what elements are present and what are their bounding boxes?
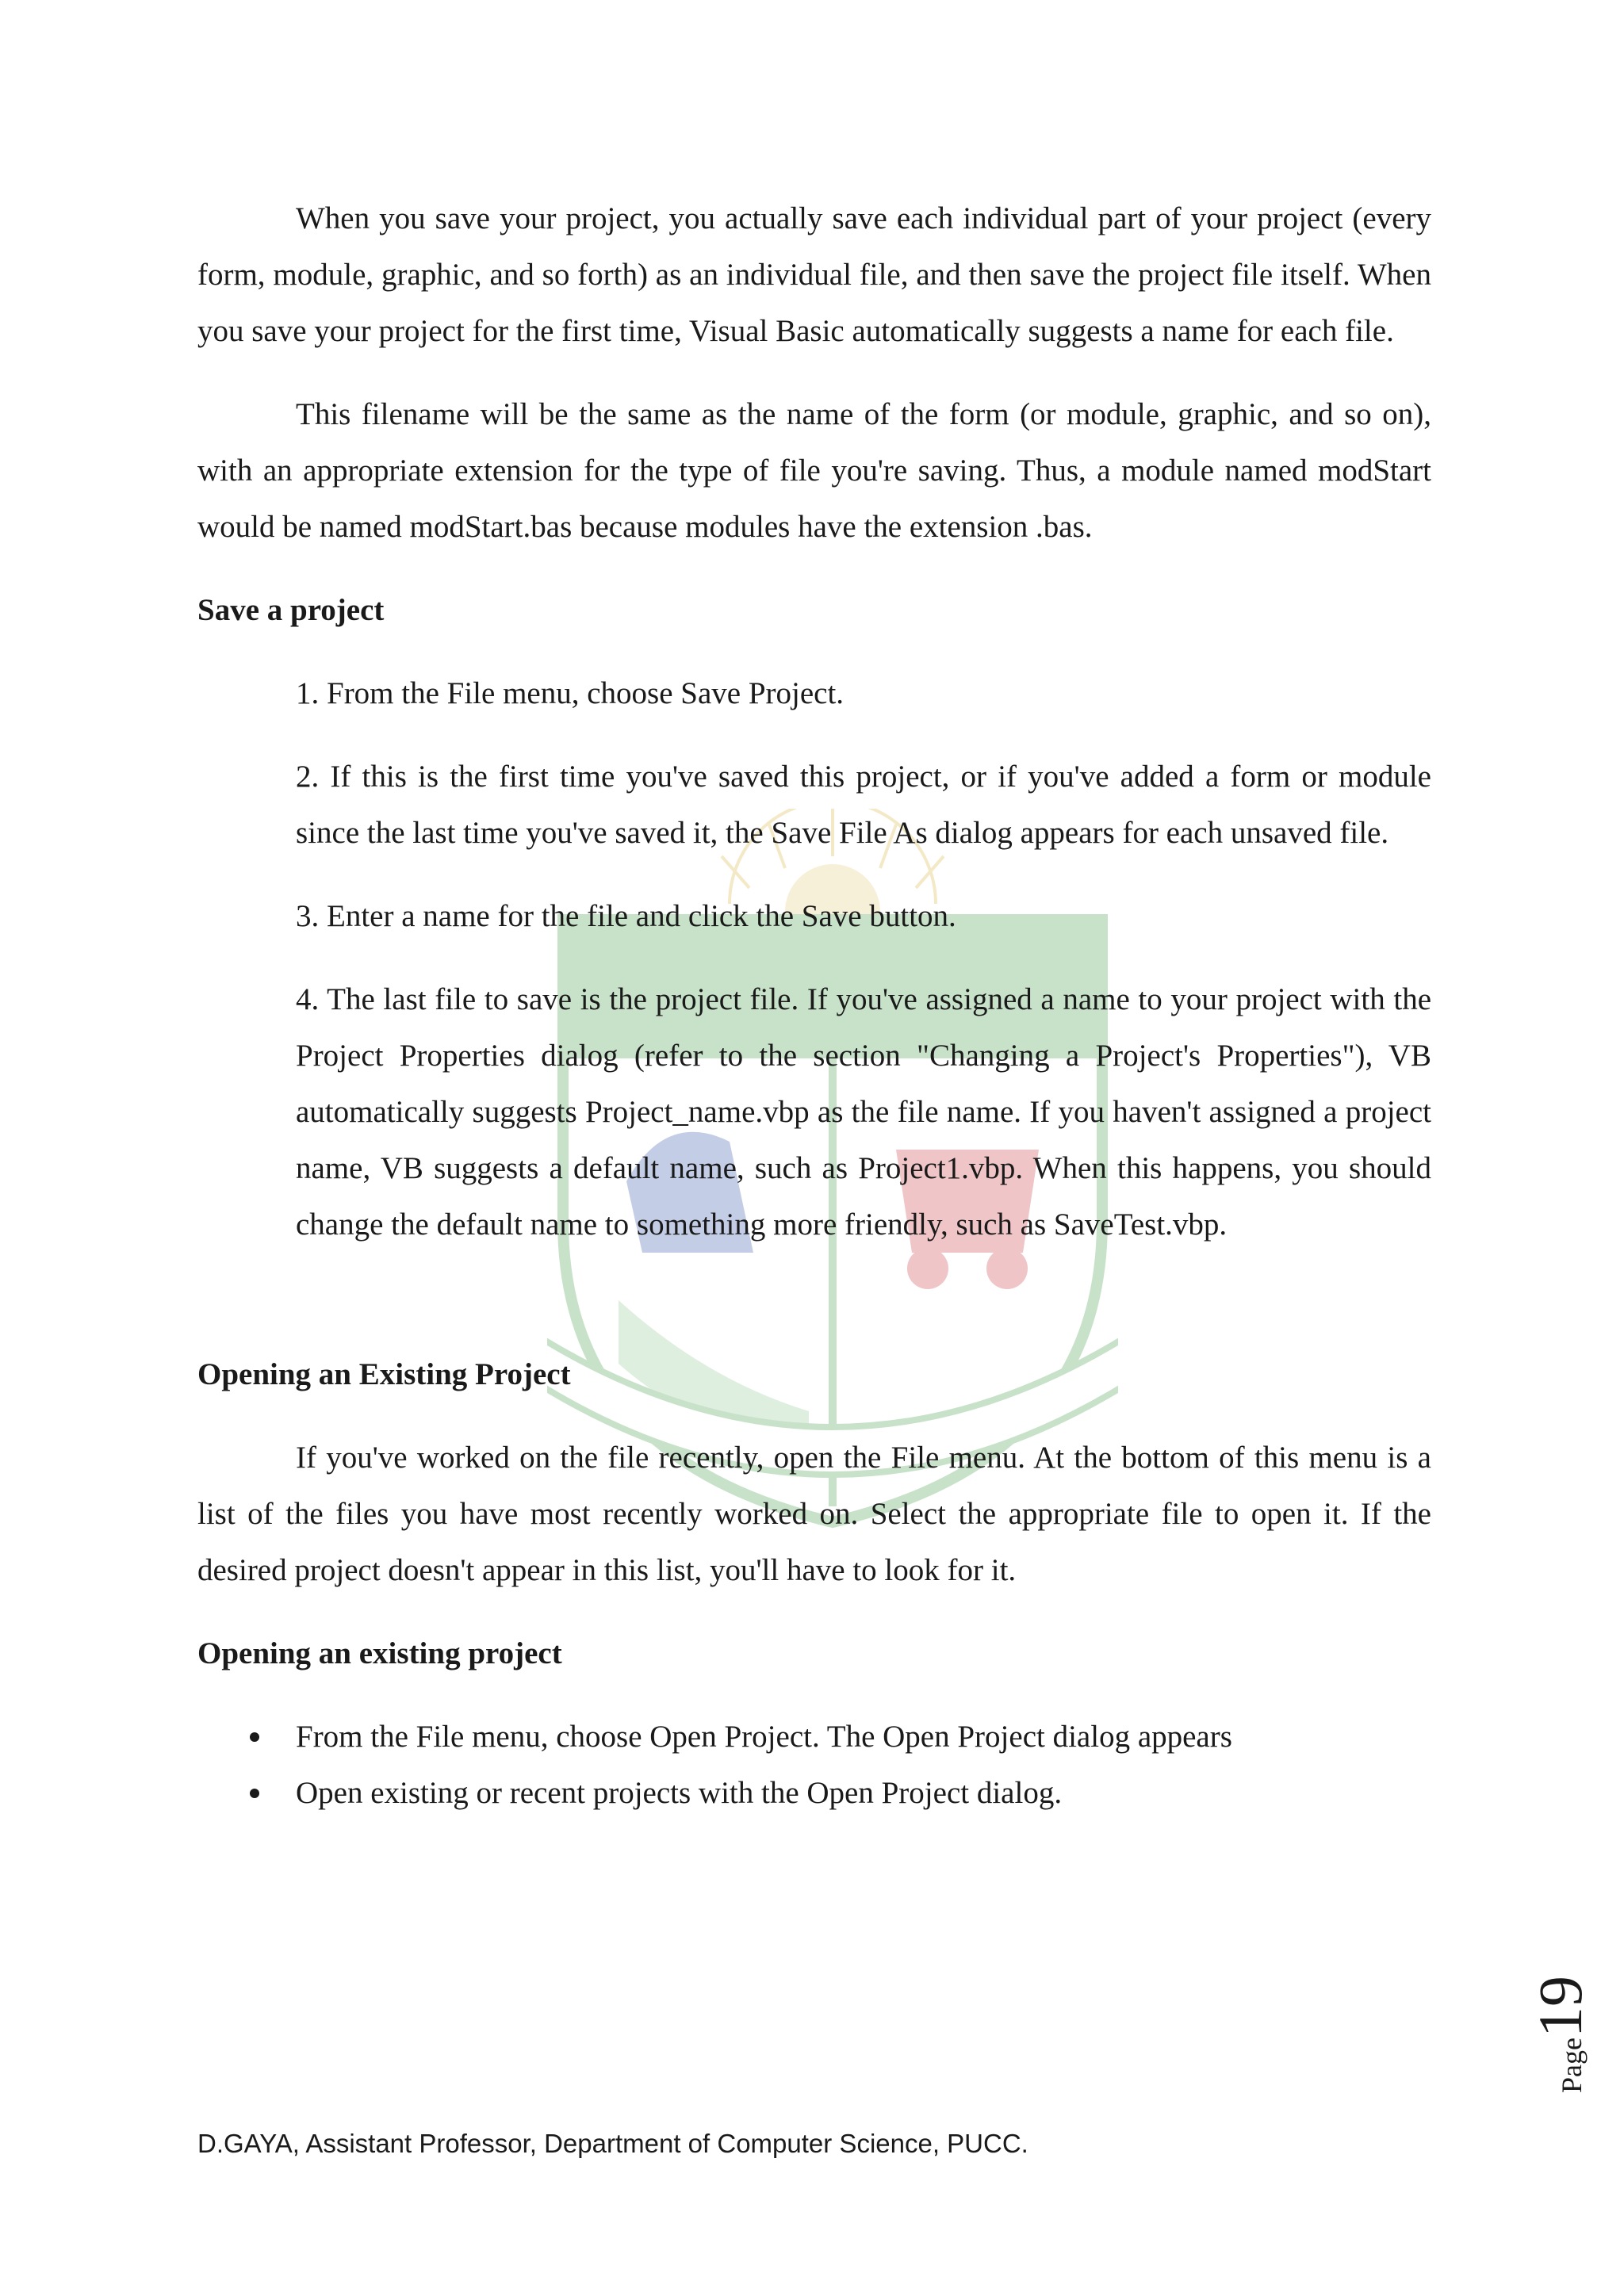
save-step-1: 1. From the File menu, choose Save Project. [296, 676, 845, 710]
opening-existing-project-subheading: Opening an existing project [197, 1636, 562, 1670]
open-project-bullet-list [197, 1709, 1431, 1821]
page-number-value: 19 [1526, 1976, 1595, 2038]
page-number-label: Page [1556, 2038, 1588, 2093]
list-item [197, 1765, 1431, 1821]
save-step-3: 3. Enter a name for the file and click the Save button. [296, 899, 956, 933]
bullet-icon [250, 1789, 259, 1798]
opening-existing-project-heading: Opening an Existing Project [197, 1357, 571, 1391]
bullet-icon [250, 1732, 259, 1742]
save-project-heading: Save a project [197, 593, 385, 627]
document-body [197, 190, 1431, 1821]
bullet-text: Open existing or recent projects with the Open Project dialog. [296, 1776, 1063, 1810]
page-number [1511, 1966, 1598, 2093]
intro-paragraph: When you save your project, you actually save each individual part of your project (every form, module, graphic, and so forth) as an individual file, and then save the project file itself. When you save your project for the first time, Visual Basic automatically suggests a name for each file. [197, 201, 1431, 348]
bullet-text: From the File menu, choose Open Project. The Open Project dialog appears [296, 1720, 1232, 1754]
list-item [197, 1709, 1431, 1765]
page-footer: D.GAYA, Assistant Professor, Department of Computer Science, PUCC. [197, 2129, 1028, 2158]
save-step-4: 4. The last file to save is the project file. If you've assigned a name to your project with the Project Properties dialog (refer to the section "Changing a Project's Properties"), VB automatically suggests Project_name.vbp as the file name. If you haven't assigned a project name, VB suggests a default name, such as Project1.vbp. When this happens, you should change the default name to something more friendly, such as SaveTest.vbp. [296, 982, 1431, 1242]
opening-existing-project-paragraph: If you've worked on the file recently, open the File menu. At the bottom of this menu is a list of the files you have most recently worked on. Select the appropriate file to open it. If the desired project doesn't appear in this list, you'll have to look for it. [197, 1441, 1431, 1587]
save-step-2: 2. If this is the first time you've saved this project, or if you've added a form or module since the last time you've saved it, the Save File As dialog appears for each unsaved file. [296, 760, 1431, 850]
filename-paragraph: This filename will be the same as the name of the form (or module, graphic, and so on), with an appropriate extension for the type of file you're saving. Thus, a module named modStart would be named modStart.bas because modules have the extension .bas. [197, 397, 1431, 544]
